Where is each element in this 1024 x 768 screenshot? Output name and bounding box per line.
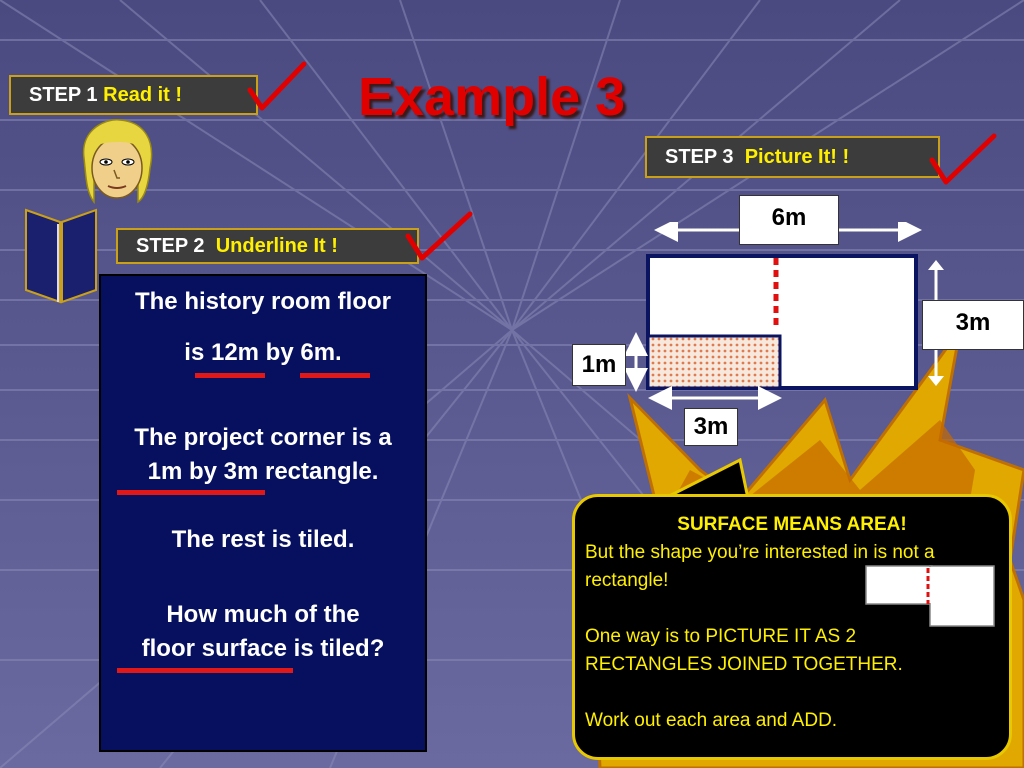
problem-panel	[99, 274, 427, 752]
book-icon	[22, 206, 100, 304]
underline-mark	[300, 373, 370, 378]
problem-line: 1m by 3m rectangle.	[147, 458, 379, 485]
step2-box	[116, 228, 419, 264]
step3-label: STEP 3	[665, 146, 734, 168]
problem-line: The rest is tiled.	[171, 526, 355, 553]
checkmark-icon	[404, 210, 474, 266]
step1-action: Read it !	[103, 84, 183, 106]
student-face-icon	[78, 118, 156, 208]
step1-box	[9, 75, 258, 115]
corner-height-label: 1m	[572, 344, 626, 386]
step2-action: Underline It !	[215, 235, 338, 257]
problem-line: The project corner is a	[134, 424, 392, 451]
corner-width-label: 3m	[684, 408, 738, 446]
bubble-text: One way is to PICTURE IT AS 2 RECTANGLES JOINED TOGETHER.	[585, 626, 903, 675]
step1-label: STEP 1	[29, 84, 98, 106]
problem-line: The history room floor	[134, 288, 391, 315]
bubble-heading: SURFACE MEANS AREA!	[677, 514, 907, 535]
bubble-text: Work out each area and ADD.	[585, 710, 838, 731]
step3-action: Picture It! !	[744, 146, 850, 168]
width-label: 6m	[739, 195, 839, 245]
floor-diagram	[626, 222, 926, 410]
step3-box	[645, 136, 940, 178]
step2-label: STEP 2	[136, 235, 205, 257]
checkmark-icon	[928, 132, 998, 188]
problem-line: is 12m by 6m.	[184, 339, 342, 366]
underline-mark	[195, 373, 265, 378]
checkmark-icon	[246, 60, 308, 116]
two-rectangles-diagram	[864, 564, 998, 628]
page-title: Example 3	[358, 67, 626, 127]
bubble-text: But the shape you’re interested in is not a rectangle!	[585, 542, 935, 591]
height-label: 3m	[922, 300, 1024, 350]
underline-mark	[117, 490, 265, 495]
problem-line: How much of the	[166, 601, 360, 628]
underline-mark	[117, 668, 293, 673]
problem-line: floor surface is tiled?	[141, 635, 385, 662]
